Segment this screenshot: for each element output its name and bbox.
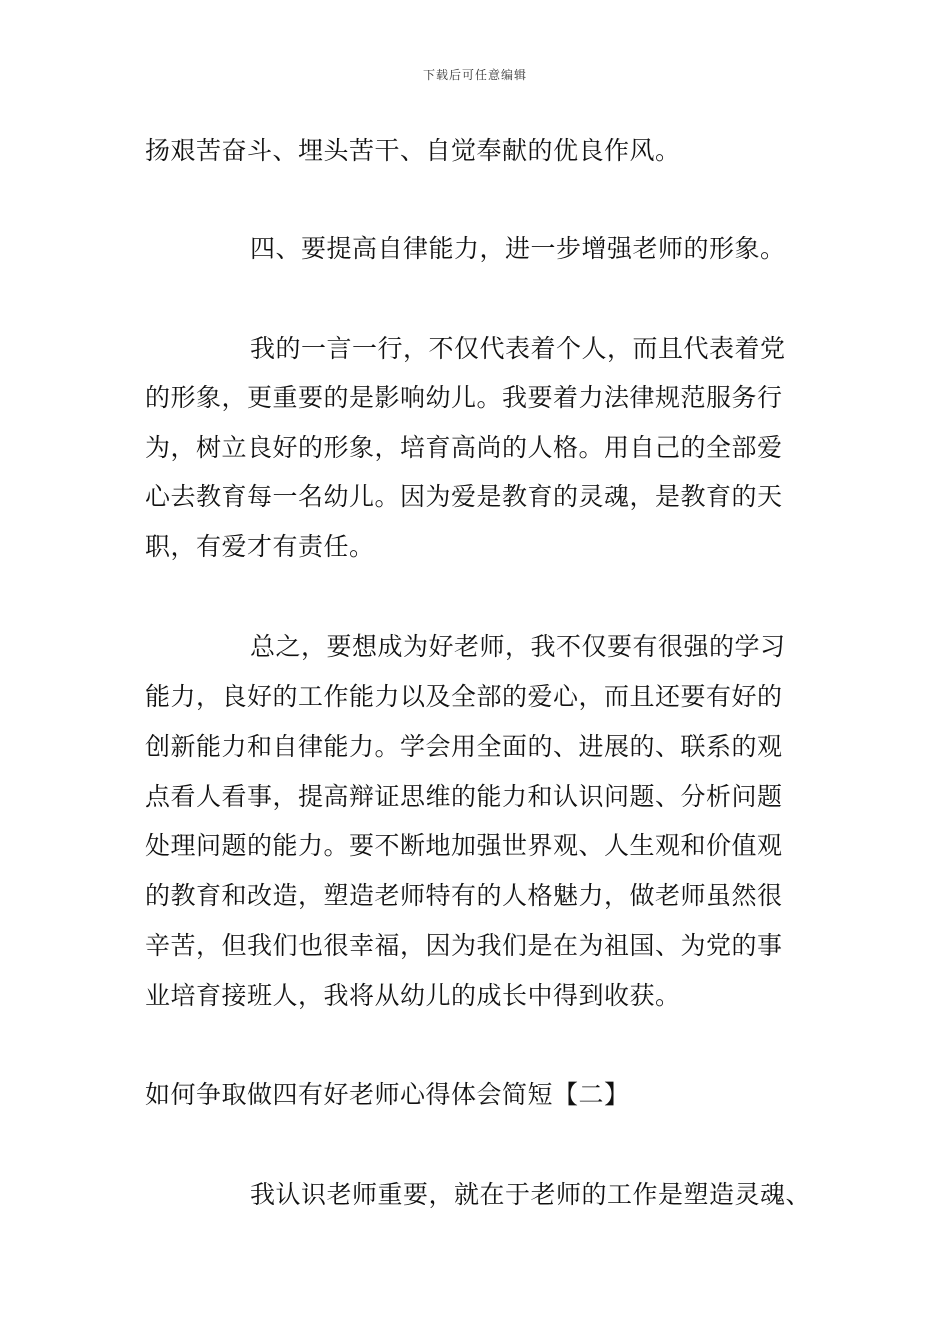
paragraph-line: 我的一言一行，不仅代表着个人，而且代表着党 [250, 334, 786, 363]
paragraph-line: 能力，良好的工作能力以及全部的爱心，而且还要有好的 [145, 682, 783, 711]
paragraph-line: 业培育接班人，我将从幼儿的成长中得到收获。 [145, 981, 681, 1010]
paragraph-line: 处理问题的能力。要不断地加强世界观、人生观和价值观 [145, 831, 783, 860]
page-header-note: 下载后可任意编辑 [422, 68, 527, 82]
article-subheading: 如何争取做四有好老师心得体会简短【二】 [145, 1080, 630, 1109]
paragraph-line: 辛苦，但我们也很幸福，因为我们是在为祖国、为党的事 [145, 931, 783, 960]
body-text-line: 扬艰苦奋斗、埋头苦干、自觉奉献的优良作风。 [145, 136, 681, 165]
paragraph-line: 的教育和改造，塑造老师特有的人格魅力，做老师虽然很 [145, 881, 783, 910]
paragraph-line: 为，树立良好的形象，培育高尚的人格。用自己的全部爱 [145, 433, 783, 462]
paragraph-line: 创新能力和自律能力。学会用全面的、进展的、联系的观 [145, 732, 783, 761]
paragraph-line: 的形象，更重要的是影响幼儿。我要着力法律规范服务行 [145, 383, 783, 412]
paragraph-line: 总之，要想成为好老师，我不仅要有很强的学习 [250, 632, 786, 661]
paragraph-line: 职，有爱才有责任。 [145, 532, 375, 561]
paragraph-line: 点看人看事，提高辩证思维的能力和认识问题、分析问题 [145, 782, 783, 811]
paragraph-line: 我认识老师重要，就在于老师的工作是塑造灵魂、 [250, 1180, 812, 1209]
section-heading: 四、要提高自律能力，进一步增强老师的形象。 [250, 234, 786, 263]
paragraph-line: 心去教育每一名幼儿。因为爱是教育的灵魂，是教育的天 [145, 482, 783, 511]
